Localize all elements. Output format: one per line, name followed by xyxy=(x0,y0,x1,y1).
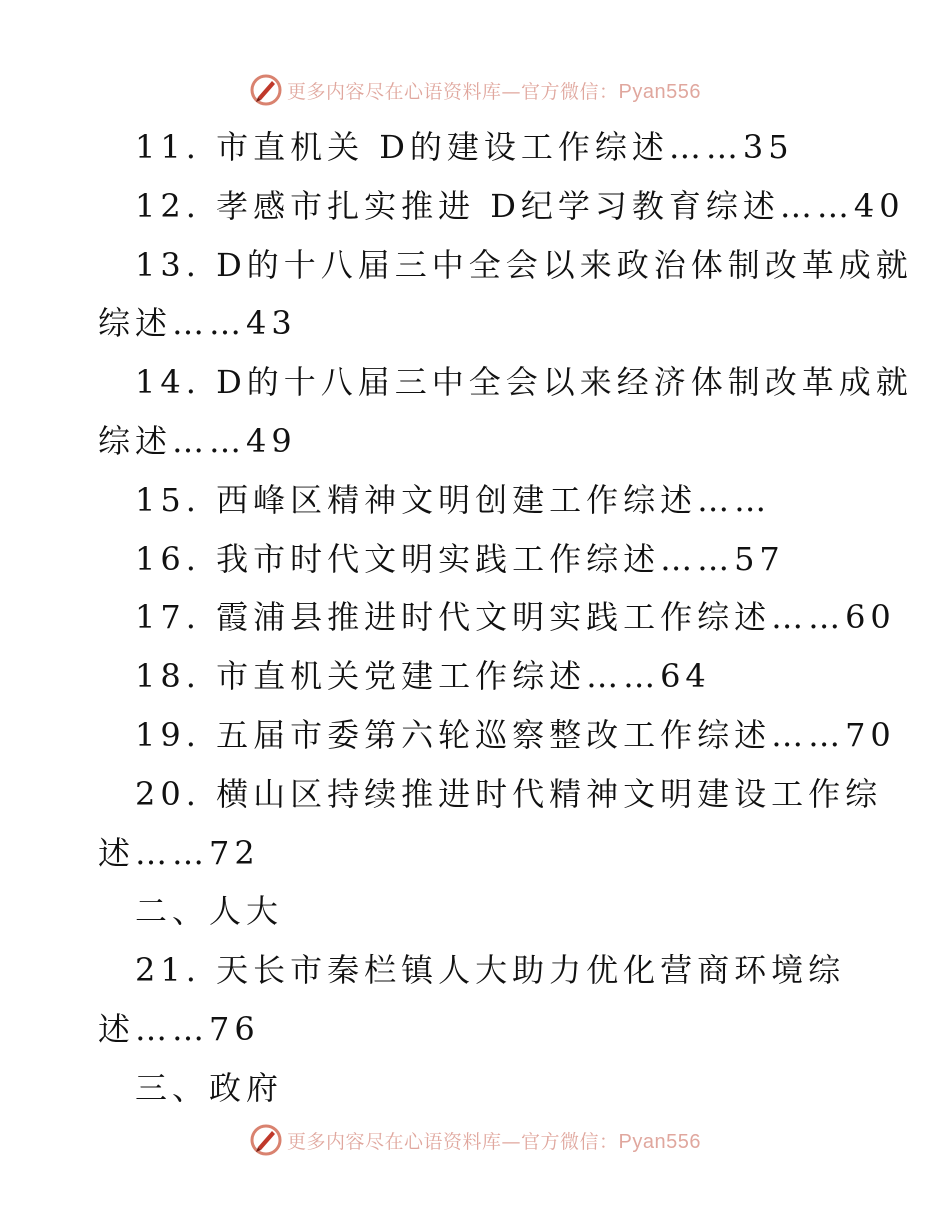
toc-line: 18. 市直机关党建工作综述……64 xyxy=(135,657,711,696)
watermark-footer xyxy=(0,1120,950,1160)
watermark-id: Pyan556 xyxy=(618,1130,701,1153)
watermark-text: 更多内容尽在心语资料库—官方微信： xyxy=(287,1130,619,1153)
toc-line: 15. 西峰区精神文明创建工作综述…… xyxy=(135,480,772,519)
watermark-logo-icon xyxy=(249,73,283,107)
watermark-text: 更多内容尽在心语资料库—官方微信： xyxy=(287,80,619,103)
toc-line: 综述……43 xyxy=(98,304,297,343)
watermark-id: Pyan556 xyxy=(618,80,701,103)
toc-line: 11. 市直机关 D的建设工作综述……35 xyxy=(135,128,794,166)
toc-line: 21. 天长市秦栏镇人大助力优化营商环境综 xyxy=(135,951,846,990)
toc-line: 综述……49 xyxy=(98,422,297,460)
watermark-header xyxy=(0,70,950,110)
toc-line: 17. 霞浦县推进时代文明实践工作综述……60 xyxy=(135,598,896,637)
toc-line: 14. D的十八届三中全会以来经济体制改革成就 xyxy=(135,363,913,402)
toc-line: 述……76 xyxy=(98,1010,260,1048)
toc-line: 二、人大 xyxy=(135,892,284,931)
toc-line: 13. D的十八届三中全会以来政治体制改革成就 xyxy=(135,245,913,284)
toc-line: 三、政府 xyxy=(135,1068,284,1107)
watermark-logo-icon xyxy=(249,1123,283,1157)
toc-line: 12. 孝感市扎实推进 D纪学习教育综述……40 xyxy=(135,186,905,225)
toc-line: 16. 我市时代文明实践工作综述……57 xyxy=(135,539,785,578)
toc-line: 20. 横山区持续推进时代精神文明建设工作综 xyxy=(135,774,883,813)
toc-line: 述……72 xyxy=(98,833,260,872)
toc-line: 19. 五届市委第六轮巡察整改工作综述……70 xyxy=(135,716,896,754)
